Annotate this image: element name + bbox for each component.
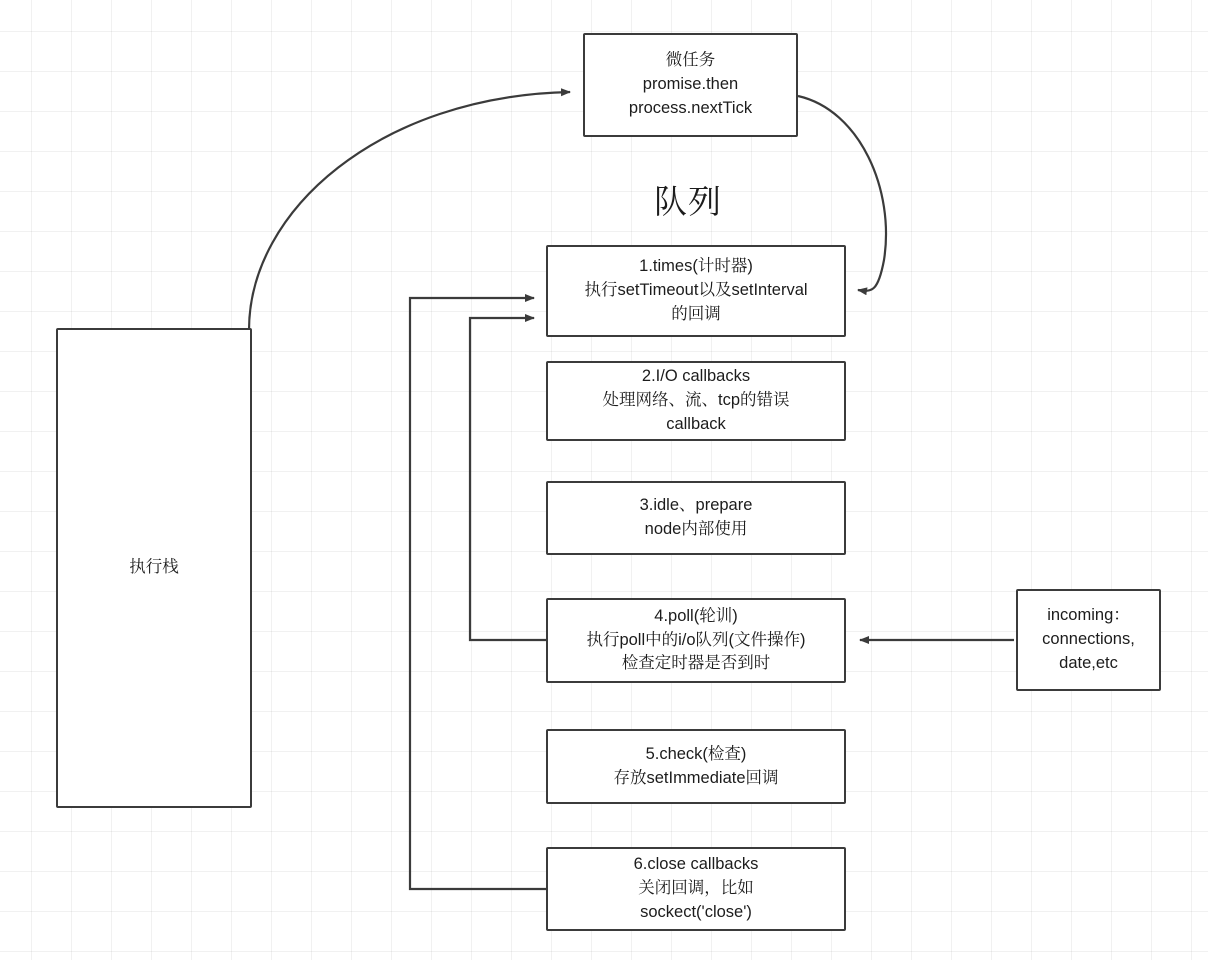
phase-idle-prepare-box [546, 481, 846, 555]
timers-line-2: 执行setTimeout以及setInterval [584, 281, 808, 300]
microtask-line-1: 微任务 [665, 51, 716, 70]
edge-stack-to-microtask [249, 92, 570, 330]
poll-line-2: 执行poll中的i/o队列(文件操作) [586, 630, 806, 649]
microtask-box [583, 33, 798, 137]
call-stack-box [56, 328, 252, 808]
io-line-2: 处理网络、流、tcp的错误 [602, 391, 790, 410]
io-line-3: callback [666, 414, 726, 433]
close-line-2: 关闭回调，比如 [638, 879, 754, 898]
io-line-1: 2.I/O callbacks [641, 367, 751, 386]
timers-line-3: 的回调 [671, 304, 721, 323]
idle-line-1: 3.idle、prepare [639, 496, 753, 515]
check-line-1: 5.check(检查) [645, 744, 747, 763]
poll-line-3: 检查定时器是否到时 [621, 654, 771, 673]
incoming-line-3: date,etc [1059, 653, 1118, 672]
idle-line-2: node内部使用 [644, 520, 748, 538]
edge-poll-to-timers [470, 318, 546, 640]
phase-check-box [546, 729, 846, 804]
phase-close-callbacks-box [546, 847, 846, 931]
microtask-line-2: promise.then [642, 75, 739, 94]
phase-io-callbacks-box [546, 361, 846, 441]
phase-poll-box [546, 598, 846, 683]
incoming-box [1016, 589, 1161, 691]
phase-timers-box [546, 245, 846, 337]
queue-title: 队列 [654, 183, 722, 220]
check-line-2: 存放setImmediate回调 [613, 768, 779, 787]
close-line-3: sockect('close') [640, 902, 752, 921]
microtask-line-3: process.nextTick [628, 98, 753, 117]
edge-close-to-timers [410, 298, 546, 889]
timers-line-1: 1.times(计时器) [639, 257, 753, 276]
close-line-1: 6.close callbacks [633, 855, 759, 874]
incoming-line-1: incoming： [1047, 606, 1130, 625]
poll-line-1: 4.poll(轮训) [654, 606, 738, 625]
call-stack-label: 执行栈 [129, 558, 179, 577]
incoming-line-2: connections, [1042, 630, 1135, 649]
